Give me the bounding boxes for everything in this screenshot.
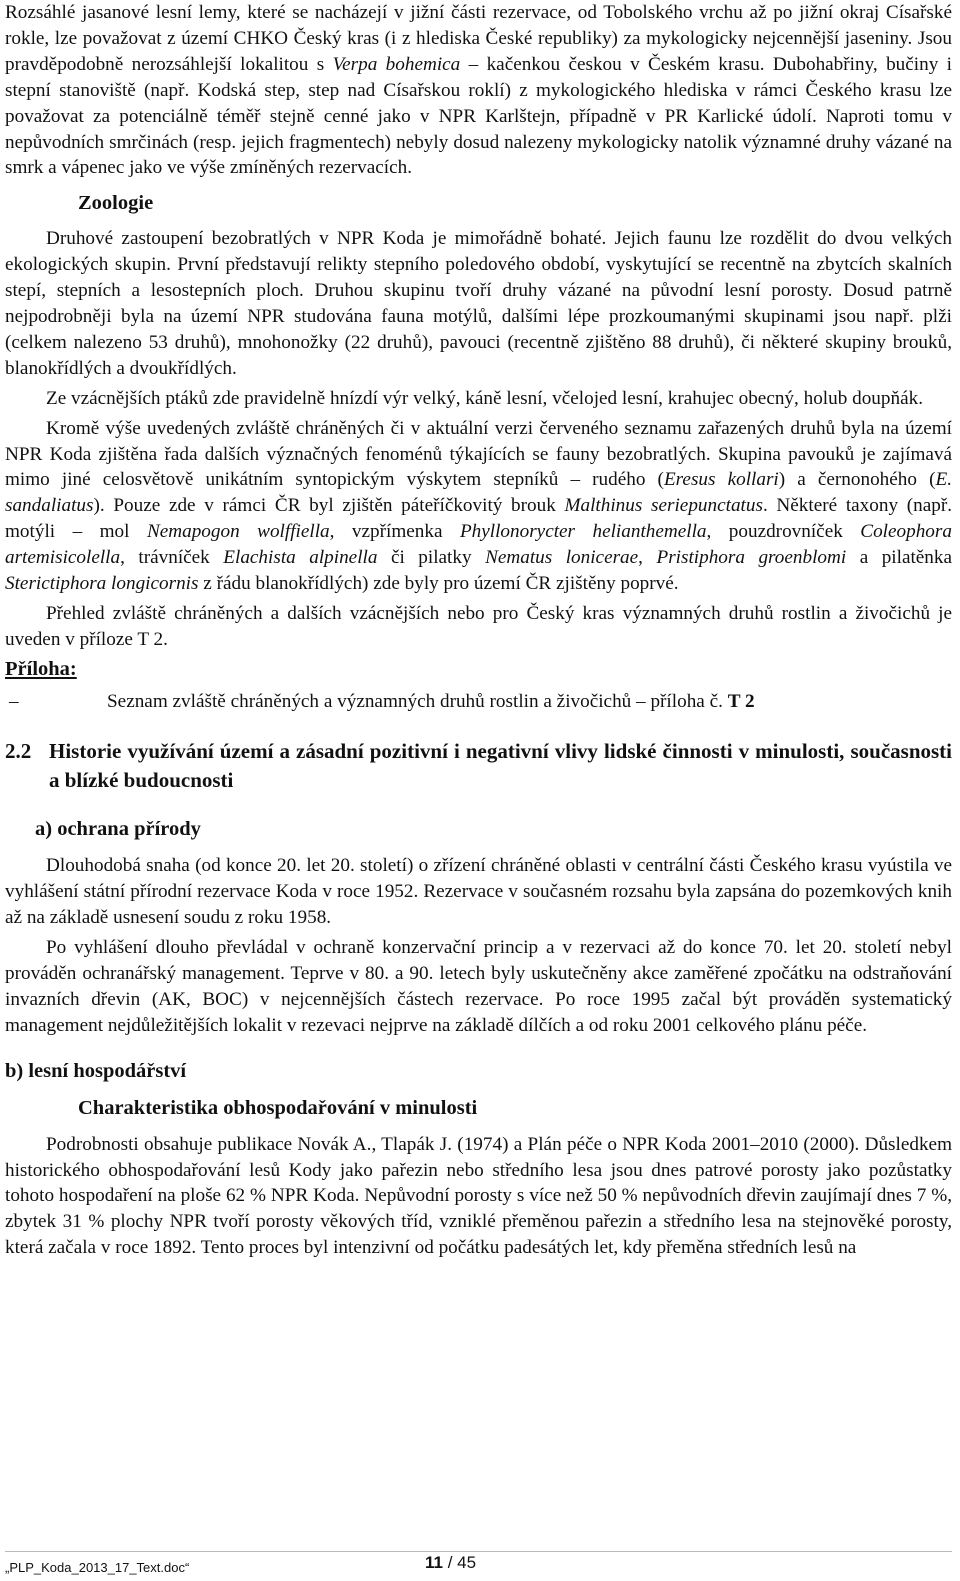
species-name: Verpa bohemica: [332, 53, 461, 75]
species-name: Sterictiphora longicornis: [5, 573, 199, 595]
appendix-item-text: Seznam zvláště chráněných a významných druhů rostlin a živočichů – příloha č. T 2: [107, 690, 755, 712]
section-number: 2.2: [5, 738, 32, 763]
paragraph-zoology-birds: Ze vzácnějších ptáků zde pravidelně hnízdí výr velký, káně lesní, včelojed lesní, krahujec obecný, holub doupňák.: [46, 387, 923, 409]
paragraph-mycology: Rozsáhlé jasanové lesní lemy, které se nacházejí v jižní části rezervace, od Tobolského vrchu až po jižní okraj Císařské rokle, lze považovat z území CHKO Český kras (i z hlediska České republiky) za mykologicky nejcennější jaseniny. Jsou pravděpodobně nerozsáhlejší lokalitou s Verpa bohemica – kačenkou českou v Českém krasu. Dubohabřiny, bučiny i stepní stanoviště (např. Kodská step, step nad Císařskou roklí) z mykologického hlediska v rámci Českého krasu lze považovat za potenciálně téměř stejně cenné jako v NPR Karlštejn, případně v PR Karlické údolí. Naproti tomu v nepůvodních smrčinách (resp. jejich fragmentech) nebyly dosud nalezeny mykologicky natolik významné druhy vázané na smrk a vápenec jako ve výše zmíněných rezervacích.: [5, 2, 952, 179]
page-number: 11 / 45: [425, 1553, 477, 1572]
paragraph-protection-management: Po vyhlášení dlouho převládal v ochraně konzervační princip a v rezervaci až do konce 70. let 20. století nebyl prováděn ochranářský management. Teprve v 80. a 90. letech byly uskutečněny akce zaměřené zpočátku na odstraňování invazních dřevin (AK, BOC) v nejcennějších částech rezervace. Po roce 1995 začal být prováděn systematický management nejdůležitějších lokalit v rezevaci nejprve na základě dílčích a od roku 2001 celkového plánu péče.: [5, 937, 952, 1036]
species-name: E. sandaliatus: [5, 469, 952, 517]
appendix-list-item: [5, 689, 952, 715]
subheading-forestry-past: Charakteristika obhospodařování v minulosti: [78, 1096, 478, 1119]
species-name: Coleophora artemisicolella: [5, 521, 952, 569]
page-footer: [0, 1545, 960, 1577]
paragraph-zoology-overview: Přehled zvláště chráněných a dalších vzácnějších nebo pro Český kras významných druhů rostlin a živočichů je uveden v příloze T 2.: [5, 602, 952, 650]
section-heading-2-2: [5, 737, 952, 795]
species-name: Elachista alpinella: [223, 547, 378, 569]
species-name: Pristiphora groenblomi: [656, 547, 847, 569]
paragraph-zoology-phenomena: Kromě výše uvedených zvláště chráněných či v aktuální verzi červeného seznamu zařazených druhů byla na území NPR Koda zjištěna řada dalších význačných fenoménů týkajících se fauny bezobratlých. Skupina pavouků je zajímavá mimo jiné celosvětově unikátním syntopickým výskytem stepníků – rudého (Eresus kollari) a černonohého (E. sandaliatus). Pouze zde v rámci ČR byl zjištěn páteříčkovitý brouk Malthinus seriepunctatus. Některé taxony (např. motýli – mol Nemapogon wolffiella, vzpřímenka Phyllonorycter helianthemella, pouzdrovníček Coleophora artemisicolella, trávníček Elachista alpinella či pilatky Nematus lonicerae, Pristiphora groenblomi a pilatěnka Sterictiphora longicornis z řádu blanokřídlých) zde byly pro území ČR zjištěny poprvé.: [5, 417, 953, 595]
species-name: Nemapogon wolffiella: [146, 521, 330, 543]
subheading-forestry: b) lesní hospodářství: [5, 1059, 187, 1082]
footer-filename: „PLP_Koda_2013_17_Text.doc“: [5, 1560, 190, 1575]
paragraph-forestry-history: Podrobnosti obsahuje publikace Novák A., Tlapák J. (1974) a Plán péče o NPR Koda 2001–2010 (2000). Důsledkem historického obhospodařování lesů Kody jako pařezin nebo středního lesa jsou dnes patrové porosty jako pozůstatky tohoto hospodaření na ploše 62 % NPR Koda. Nepůvodní porosty s více než 50 % nepůvodních dřevin zaujímají dnes 7 %, zbytek 31 % plochy NPR tvoří porosty věkových tříd, vzniklé přeměnou pařezin a středního lesa na stejnověké porosty, která začala v roce 1892. Tento proces byl intenzivní od počátku padesátých let, kdy přeměna středních lesů na: [5, 1133, 952, 1259]
subheading-nature-protection: a) ochrana přírody: [35, 817, 201, 840]
species-name: Malthinus seriepunctatus: [564, 495, 763, 517]
heading-appendix: Příloha:: [5, 657, 77, 680]
paragraph-zoology-fauna: Druhové zastoupení bezobratlých v NPR Koda je mimořádně bohaté. Jejich faunu lze rozdělit do dvou velkých ekologických skupin. První představují relikty stepního poledového období, vyskytující se recentně na zbytcích skalních stepí, stepních a lesostepních ploch. Druhou skupinu tvoří druhy vázané na původní lesní porosty. Dosud patrně nejpodrobněji byla na území NPR studována fauna motýlů, dalšími lépe prozkoumanými skupinami jsou např. plži (celkem nalezeno 53 druhů), mnohonožky (22 druhů), pavouci (recentně zjištěno 88 druhů), či některé skupiny brouků, blanokřídlých a dvoukřídlých.: [5, 228, 952, 379]
species-name: Phyllonorycter helianthemella: [459, 521, 707, 543]
footer-rule: [5, 1551, 952, 1552]
species-name: Nematus lonicerae: [485, 547, 639, 569]
paragraph-protection-history: Dlouhodobá snaha (od konce 20. let 20. století) o zřízení chráněné oblasti v centrální části Českého krasu vyústila ve vyhlášení státní přírodní rezervace Koda v roce 1952. Rezervace v současném rozsahu byla zapsána do pozemkových knih až na základě usnesení soudu z roku 1958.: [5, 855, 952, 929]
heading-zoology: Zoologie: [78, 192, 154, 215]
species-name: Eresus kollari: [663, 469, 779, 491]
page-content: [5, 0, 952, 1261]
list-dash: –: [9, 690, 19, 712]
section-title: Historie využívání území a zásadní pozitivní i negativní vlivy lidské činnosti v minulosti, současnosti a blízké budoucnosti: [49, 738, 952, 792]
